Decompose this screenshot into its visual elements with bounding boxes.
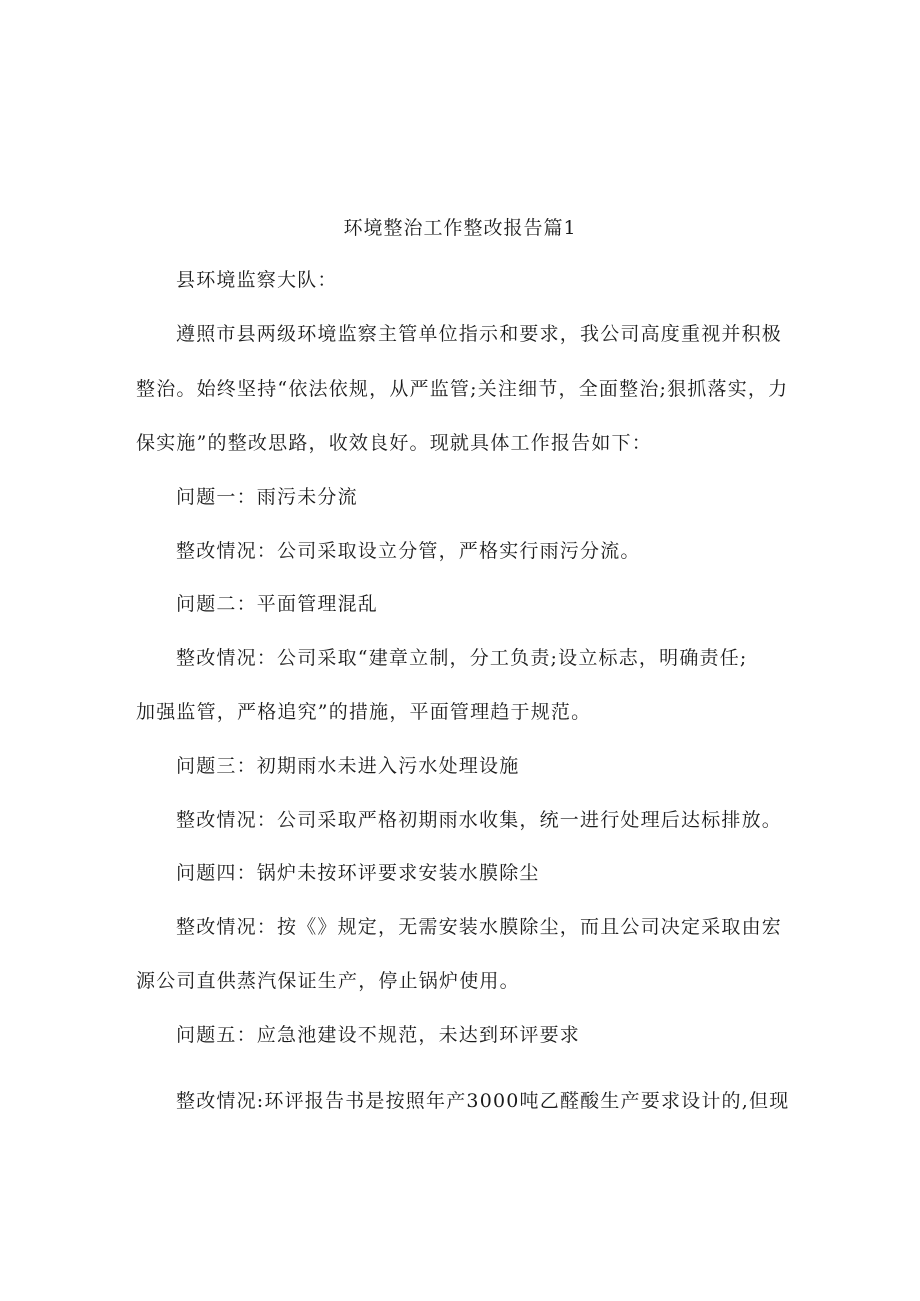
fix-4-line-2: 源公司直供蒸汽保证生产，停止锅炉使用。 bbox=[136, 970, 520, 992]
fix-3-line-1: 整改情况：公司采取严格初期雨水收集，统一进行处理后达标排放。 bbox=[176, 809, 783, 831]
problem-1: 问题一：雨污未分流 bbox=[176, 486, 358, 508]
problem-2: 问题二：平面管理混乱 bbox=[176, 593, 379, 615]
document-title: 环境整治工作整改报告篇1 bbox=[343, 217, 577, 239]
intro-line-3: 保实施”的整改思路，收效良好。现就具体工作报告如下： bbox=[136, 432, 652, 454]
fix-2-line-2: 加强监管，严格追究”的措施，平面管理趋于规范。 bbox=[136, 701, 592, 723]
intro-line-2: 整治。始终坚持“依法依规，从严监管;关注细节，全面整治;狠抓落实，力 bbox=[136, 378, 789, 400]
intro-line-1: 遵照市县两级环境监察主管单位指示和要求，我公司高度重视并积极 bbox=[176, 323, 783, 345]
problem-4: 问题四：锅炉未按环评要求安装水膜除尘 bbox=[176, 862, 540, 884]
fix-4-line-1: 整改情况：按《》规定，无需安装水膜除尘，而且公司决定采取由宏 bbox=[176, 916, 783, 938]
fix-5-line-1: 整改情况:环评报告书是按照年产3000吨乙醛酸生产要求设计的,但现 bbox=[176, 1090, 790, 1112]
salutation: 县环境监察大队： bbox=[176, 269, 338, 291]
fix-2-line-1: 整改情况：公司采取“建章立制，分工负责;设立标志，明确责任; bbox=[176, 647, 748, 669]
problem-3: 问题三：初期雨水未进入污水处理设施 bbox=[176, 755, 520, 777]
fix-1-line-1: 整改情况：公司采取设立分管，严格实行雨污分流。 bbox=[176, 540, 641, 562]
problem-5: 问题五：应急池建设不规范，未达到环评要求 bbox=[176, 1024, 581, 1046]
